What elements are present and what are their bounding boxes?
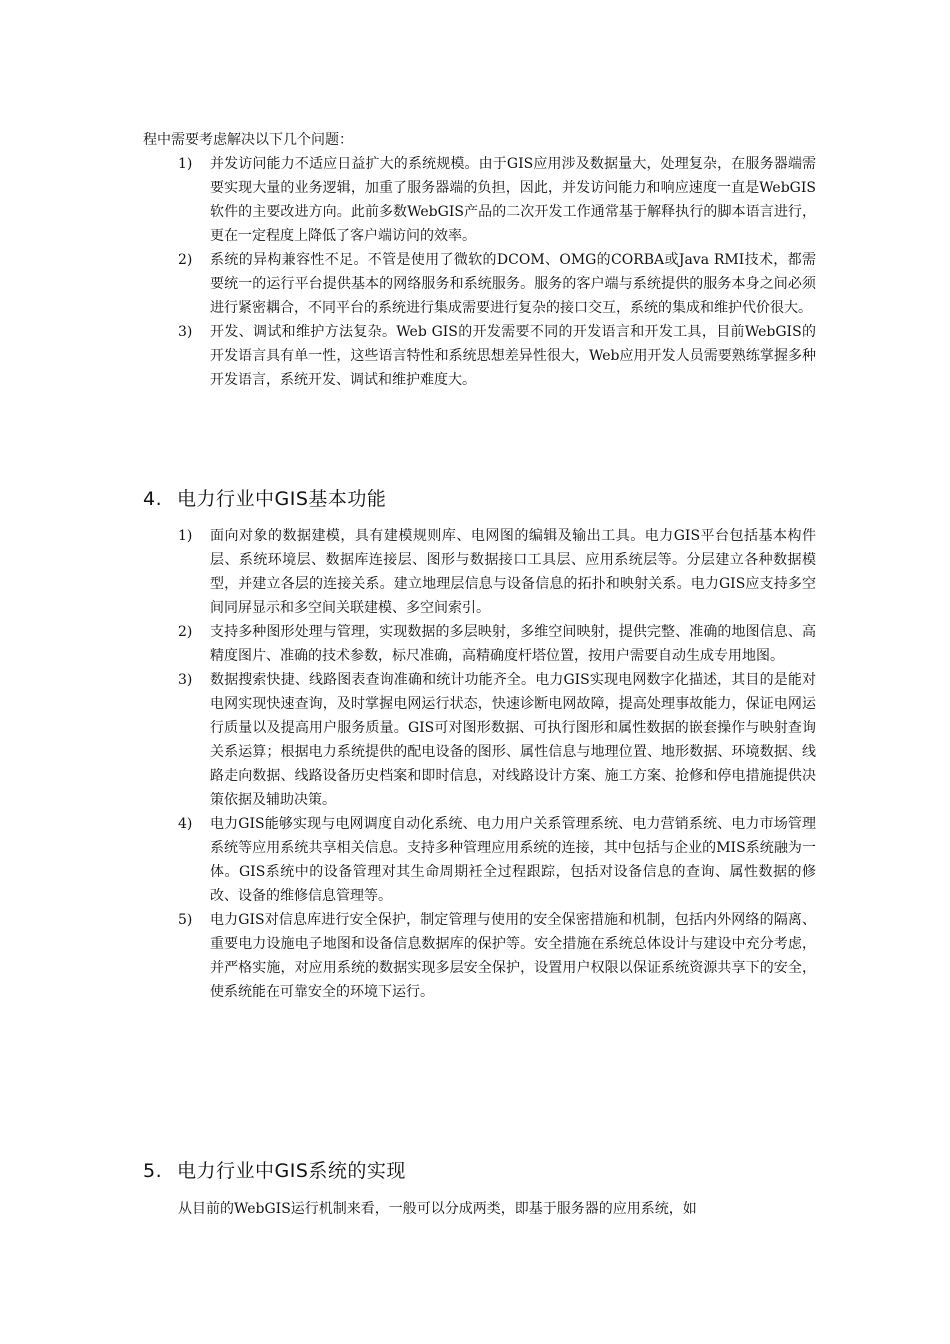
list-item bbox=[143, 152, 823, 248]
list-item bbox=[143, 908, 823, 1004]
problem-list bbox=[143, 152, 823, 392]
item-number: 1) bbox=[178, 156, 193, 172]
item-number: 2) bbox=[178, 252, 193, 268]
item-text: 电力GIS对信息库进行安全保护，制定管理与使用的安全保密措施和机制，包括内外网络的隔离、重要电力设施电子地图和设备信息数据库的保护等。安全措施在系统总体设计与建设中充分考虑，并严格实施，对应用系统的数据实现多层安全保护，设置用户权限以保证系统资源共享下的安全，使系统能在可靠安全的环境下运行。 bbox=[210, 912, 816, 1000]
section-heading-5 bbox=[143, 1158, 406, 1184]
item-text: 开发、调试和维护方法复杂。Web GIS的开发需要不同的开发语言和开发工具，目前WebGIS的开发语言具有单一性，这些语言特性和系统思想差异性很大，Web应用开发人员需要熟练掌握多种开发语言，系统开发、调试和维护难度大。 bbox=[210, 324, 816, 388]
item-text: 面向对象的数据建模，具有建模规则库、电网图的编辑及输出工具。电力GIS平台包括基本构件层、系统环境层、数据库连接层、图形与数据接口工具层、应用系统层等。分层建立各种数据模型，并建立各层的连接关系。建立地理层信息与设备信息的拓扑和映射关系。电力GIS应支持多空间同屏显示和多空间关联建模、多空间索引。 bbox=[210, 528, 816, 616]
item-text: 系统的异构兼容性不足。不管是使用了微软的DCOM、OMG的CORBA或Java RMI技术，都需要统一的运行平台提供基本的网络服务和系统服务。服务的客户端与系统提供的服务本身之间必须进行紧密耦合，不同平台的系统进行集成需要进行复杂的接口交互，系统的集成和维护代价很大。 bbox=[210, 252, 816, 316]
section-heading-4 bbox=[143, 486, 386, 512]
item-text: 并发访问能力不适应日益扩大的系统规模。由于GIS应用涉及数据量大，处理复杂，在服务器端需要实现大量的业务逻辑，加重了服务器端的负担，因此，并发访问能力和响应速度一直是WebGIS软件的主要改进方向。此前多数WebGIS产品的二次开发工作通常基于解释执行的脚本语言进行，更在一定程度上降低了客户端访问的效率。 bbox=[210, 156, 816, 244]
section-title: 电力行业中GIS基本功能 bbox=[177, 488, 387, 510]
item-number: 5) bbox=[178, 912, 193, 928]
list-item bbox=[143, 668, 823, 812]
function-list bbox=[143, 524, 823, 1004]
list-item bbox=[143, 524, 823, 620]
closing-paragraph: 从目前的WebGIS运行机制来看，一般可以分成两类，即基于服务器的应用系统，如 bbox=[178, 1201, 697, 1217]
section-number: 5. bbox=[143, 1160, 163, 1182]
item-text: 数据搜索快捷、线路图表查询准确和统计功能齐全。电力GIS实现电网数字化描述，其目的是能对电网实现快速查询，及时掌握电网运行状态，快速诊断电网故障，提高处理事故能力，保证电网运行质量以及提高用户服务质量。GIS可对图形数据、可执行图形和属性数据的嵌套操作与映射查询关系运算；根据电力系统提供的配电设备的图形、属性信息与地理位置、地形数据、环境数据、线路走向数据、线路设备历史档案和即时信息，对线路设计方案、施工方案、抢修和停电措施提供决策依据及辅助决策。 bbox=[210, 672, 816, 808]
section-title: 电力行业中GIS系统的实现 bbox=[177, 1160, 406, 1182]
list-item bbox=[143, 248, 823, 320]
list-item bbox=[143, 620, 823, 668]
list-item bbox=[143, 812, 823, 908]
item-number: 3) bbox=[178, 324, 193, 340]
intro-line: 程中需要考虑解决以下几个问题： bbox=[143, 132, 353, 148]
item-number: 1) bbox=[178, 528, 193, 544]
item-number: 4) bbox=[178, 816, 193, 832]
item-text: 电力GIS能够实现与电网调度自动化系统、电力用户关系管理系统、电力营销系统、电力市场管理系统等应用系统共享相关信息。支持多种管理应用系统的连接，其中包括与企业的MIS系统融为一体。GIS系统中的设备管理对其生命周期衽全过程跟踪，包括对设备信息的查询、属性数据的修改、设备的维修信息管理等。 bbox=[210, 816, 816, 904]
item-text: 支持多种图形处理与管理，实现数据的多层映射，多维空间映射，提供完整、准确的地图信息、高精度图片、准确的技术参数，标尺准确，高精确度杆塔位置，按用户需要自动生成专用地图。 bbox=[210, 624, 816, 664]
section-number: 4. bbox=[143, 488, 163, 510]
list-item bbox=[143, 320, 823, 392]
item-number: 2) bbox=[178, 624, 193, 640]
item-number: 3) bbox=[178, 672, 193, 688]
